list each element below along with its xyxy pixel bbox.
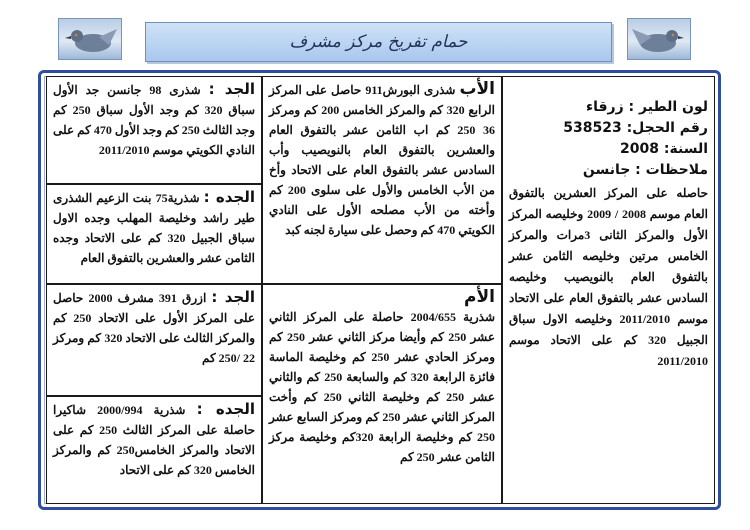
bird-year: السنة: 2008 [620, 141, 708, 157]
granddam-sire-label: الجده : [203, 188, 256, 206]
bird-ring-number: رقم الحجل: 538523 [563, 120, 708, 136]
page-title: حمام تفريخ مركز مشرف [289, 32, 468, 52]
granddam-dam-text: شذرية 2000/994 شاكيرا حاصلة على المركز الثالث 250 كم على الاتحاد والمركز الخامس250 كم والمركز الخامس 320 كم على الاتحاد [53, 403, 255, 477]
bird-color: لون الطير : زرقاء [585, 99, 708, 115]
bird-notes: حاصله على المركز العشرين بالتفوق العام موسم 2008 / 2009 وخليصه المركز الأول والمركز الثانى 3مرات والمركز الخامس مرتين وخليصه الثامن عشر بالتفوق العام بالنويصيب وخليصه السادس عشر بالتفوق العام على الاتحاد موسم 2011/2010 وخليصه الاول سباق الجبيل 320 كم على الاتحاد موسم 2011/2010 [509, 186, 709, 368]
granddam-dam-label: الجده : [196, 400, 256, 418]
grandsire-sire-text: شذرى 98 جانسن جد الأول سباق 320 كم وجد الأول سباق 250 كم وجد الثالث 250 كم وجد الأول 470 كم على النادي الكويتي موسم 2011/2010 [53, 83, 255, 157]
bird-info-cell [502, 76, 715, 504]
dam-cell [262, 284, 502, 504]
title-banner [145, 22, 612, 62]
sire-label: الأب [459, 79, 496, 99]
sire-text: شذرى البورش911 حاصل على المركز الرابع 320 كم والمركز الخامس 200 كم ومركز 36 250 كم اب الثامن عشر بالتفوق العام والعشرين بالتفوق العام بالنويصيب وأب السادس عشر بالتفوق العام على الاتحاد وأخ من الأب الخامس والأول على سلوى 200 كم وأخته من الأب مصلحه الأول على النادي الكويتي 470 كم وحصل على سيارة لجنه كبد [269, 83, 496, 237]
grandsire-sire-cell [46, 76, 262, 184]
grandsire-dam-label: الجد : [211, 288, 255, 306]
pigeon-right-icon [627, 18, 691, 60]
granddam-sire-cell [46, 184, 262, 284]
grandsire-dam-cell [46, 284, 262, 396]
dam-label: الأم [464, 287, 495, 307]
grandsire-dam-text: ازرق 391 مشرف 2000 حاصل على المركز الأول على الاتحاد 250 كم والمركز الثالث على الاتحاد 320 كم ومركز 22 /250 كم [53, 291, 256, 365]
grandsire-sire-label: الجد : [208, 80, 255, 98]
bird-remarks-label: ملاحظات : جانسن [582, 162, 708, 178]
granddam-sire-text: شذرية75 بنت الزعيم الشذرى طير راشد وخليصة المهلب وجده الاول سباق الجبيل 320 كم على الاتحاد وجده الثامن عشر والعشرين بالتفوق العام [53, 191, 255, 265]
dam-text: شذرية 2004/655 حاصلة على المركز الثاني عشر 250 كم وأيضا مركز الثاني عشر 250 كم ومركز الحادي عشر 250 كم وخليصة الماسة فائزة الرابعة 320 كم والسابعة 250 كم والثاني عشر 250 كم وخليصة الثاني 250 كم وأخت المركز الثاني عشر 250 كم ومركز السابع عشر 250 كم وخليصة الرابعة 320كم وخليصة مركز الثامن عشر 250 كم [269, 310, 496, 464]
granddam-dam-cell [46, 396, 262, 504]
pigeon-left-icon [58, 18, 122, 60]
sire-cell [262, 76, 502, 284]
